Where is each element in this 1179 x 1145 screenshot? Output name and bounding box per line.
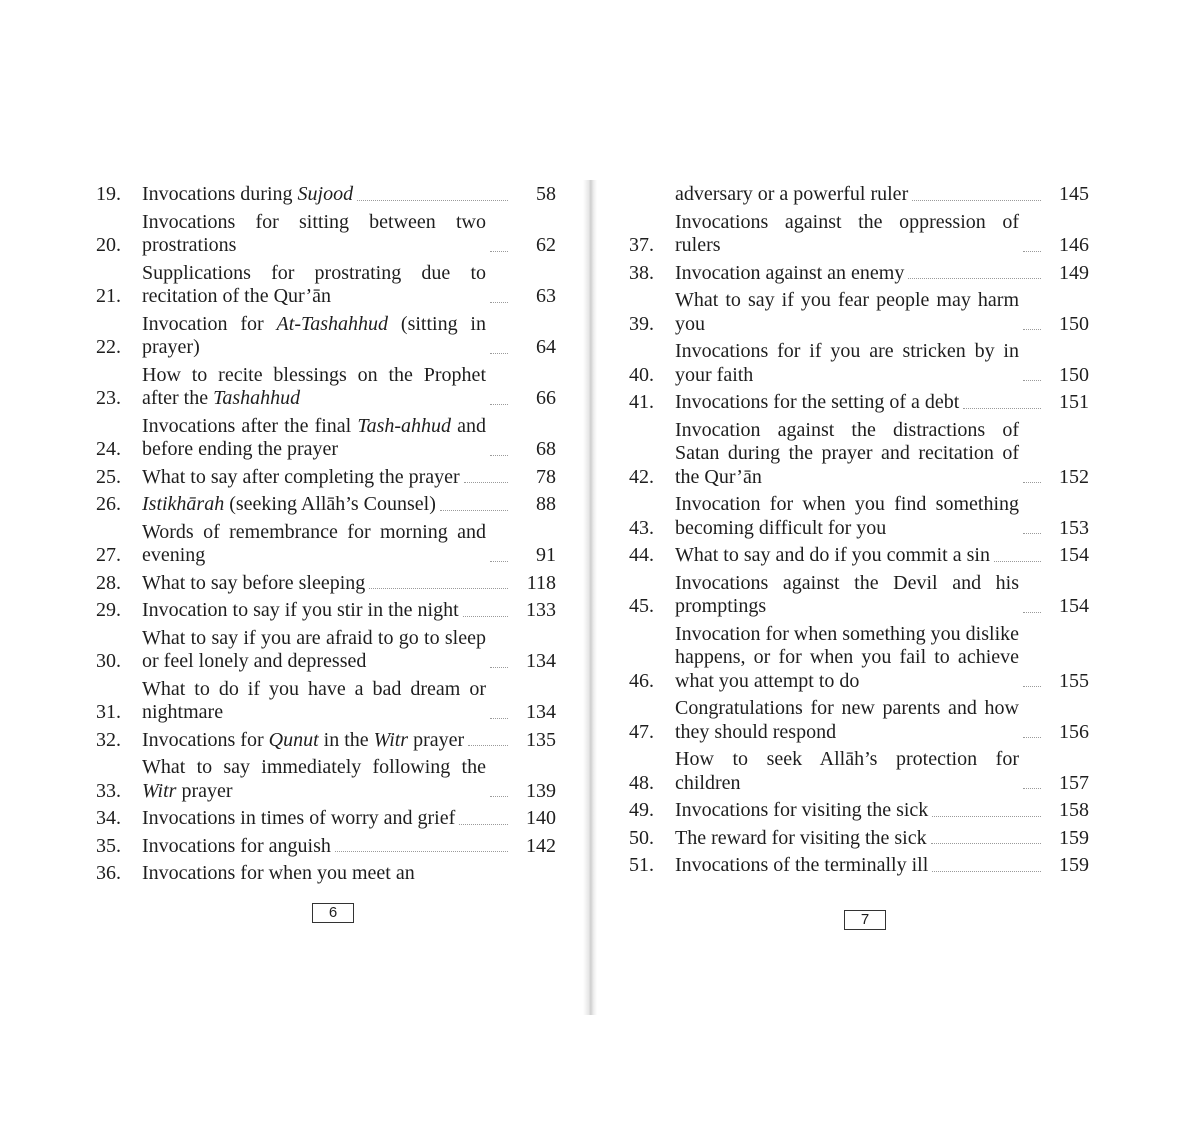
toc-entry-title: Invocation for At-Tashahhud (sitting in prayer) <box>142 312 486 358</box>
toc-entry-number: 35. <box>96 834 121 857</box>
toc-entry-page: 142 <box>526 834 556 857</box>
toc-entry-page: 68 <box>536 438 556 460</box>
toc-entry-title: What to say and do if you commit a sin <box>675 544 990 566</box>
toc-entry-page: 150 <box>1059 363 1089 386</box>
toc-entry <box>96 599 556 623</box>
toc-entry-number: 34. <box>96 807 121 829</box>
toc-entry <box>629 697 1089 744</box>
toc-entry-number: 29. <box>96 599 121 621</box>
toc-entry-page: 139 <box>526 779 556 802</box>
toc-entry-title: Invocations for visiting the sick <box>675 799 929 821</box>
toc-entry <box>629 623 1089 694</box>
toc-entry-page: 64 <box>536 336 556 358</box>
toc-entry-number: 24. <box>96 438 121 460</box>
toc-entry-page: 63 <box>536 285 556 307</box>
toc-entry-title: Invocations during Sujood <box>142 183 354 205</box>
toc-entry <box>629 827 1089 851</box>
leader-dots <box>490 404 508 405</box>
leader-dots <box>490 561 508 562</box>
leader-dots <box>490 455 508 456</box>
toc-entry <box>96 627 556 674</box>
toc-entry-title: How to seek Allāh’s protection for children <box>675 748 1019 794</box>
toc-entry <box>96 211 556 258</box>
toc-entry-title: What to do if you have a bad dream or nightmare <box>142 677 486 723</box>
toc-entry-title: Invocations after the final Tash-ahhud and before ending the prayer <box>142 414 486 460</box>
toc-entry-title: adversary or a powerful ruler <box>675 183 909 205</box>
toc-entry-number: 19. <box>96 183 121 205</box>
left-page-number: 6 <box>312 903 354 923</box>
leader-dots <box>932 816 1041 817</box>
leader-dots <box>1023 251 1041 252</box>
leader-dots <box>994 561 1041 562</box>
right-page-entries <box>629 211 1089 878</box>
toc-entry-page: 146 <box>1059 234 1089 256</box>
toc-entry-number: 20. <box>96 234 121 256</box>
toc-entry-title: Supplications for prostrating due to recitation of the Qur’ān <box>142 261 486 307</box>
toc-entry-number: 33. <box>96 779 121 802</box>
leader-dots <box>1023 380 1041 381</box>
toc-entry-number: 38. <box>629 261 654 284</box>
toc-entry-title: Invocations in times of worry and grief <box>142 807 456 829</box>
leader-dots <box>931 843 1041 844</box>
toc-entry-number: 23. <box>96 387 121 409</box>
toc-entry-page: 156 <box>1059 720 1089 743</box>
toc-entry <box>629 211 1089 258</box>
toc-entry-title: What to say after completing the prayer <box>142 465 460 488</box>
toc-entry-page: 149 <box>1059 261 1089 284</box>
toc-entry-page: 150 <box>1059 312 1089 335</box>
toc-entry <box>96 572 556 596</box>
toc-entry <box>629 493 1089 540</box>
toc-entry-title: Invocation to say if you stir in the night <box>142 599 459 621</box>
toc-entry-title: Invocation against an enemy <box>675 261 905 284</box>
toc-entry-page: 154 <box>1059 595 1089 617</box>
toc-entry-title: Invocation against the distractions of Satan during the prayer and recitation of the Qur’ān <box>675 418 1019 488</box>
toc-entry <box>96 521 556 568</box>
leader-dots <box>1023 482 1041 483</box>
leader-dots <box>1023 686 1041 687</box>
toc-entry-page: 151 <box>1059 391 1089 413</box>
toc-entry-number: 37. <box>629 234 654 256</box>
toc-entry-number: 41. <box>629 391 654 413</box>
toc-entry <box>96 807 556 831</box>
leader-dots <box>490 353 508 354</box>
toc-entry-title: Invocation for when you find something becoming difficult for you <box>675 493 1019 539</box>
toc-entry-number: 31. <box>96 701 121 723</box>
toc-entry-title: Invocations for sitting between two prostrations <box>142 210 486 256</box>
toc-entry-number: 51. <box>629 854 654 876</box>
toc-entry-number: 22. <box>96 336 121 358</box>
toc-entry <box>629 799 1089 823</box>
toc-entry-page: 66 <box>536 387 556 409</box>
toc-entry-continuation <box>629 183 1089 207</box>
toc-entry <box>96 862 556 886</box>
leader-dots <box>932 871 1041 872</box>
toc-entry <box>96 493 556 517</box>
toc-entry <box>629 391 1089 415</box>
leader-dots <box>463 616 508 617</box>
toc-entry-page: 159 <box>1059 854 1089 876</box>
leader-dots <box>1023 329 1041 330</box>
leader-dots <box>335 851 508 852</box>
toc-entry-number: 25. <box>96 465 121 488</box>
toc-entry <box>629 340 1089 387</box>
leader-dots <box>490 667 508 668</box>
toc-entry <box>96 729 556 753</box>
toc-entry-title: Invocations against the oppression of rulers <box>675 210 1019 256</box>
leader-dots <box>357 200 508 201</box>
toc-entry-page: 159 <box>1059 826 1089 849</box>
toc-entry-page: 140 <box>526 807 556 829</box>
toc-entry <box>96 415 556 462</box>
book-gutter <box>583 180 597 1015</box>
toc-entry-page: 157 <box>1059 771 1089 794</box>
toc-entry-title: Invocations for when you meet an <box>142 862 415 884</box>
toc-entry <box>629 262 1089 286</box>
toc-entry <box>629 572 1089 619</box>
toc-entry-page: 153 <box>1059 516 1089 539</box>
toc-entry-number: 28. <box>96 571 121 594</box>
toc-entry-page: 135 <box>526 728 556 751</box>
leader-dots <box>490 302 508 303</box>
toc-entry-page: 78 <box>536 465 556 488</box>
toc-entry <box>96 262 556 309</box>
leader-dots <box>490 796 508 797</box>
toc-entry-title: What to say if you are afraid to go to sleep or feel lonely and depressed <box>142 626 486 672</box>
toc-entry-page: 152 <box>1059 465 1089 488</box>
toc-entry <box>96 183 556 207</box>
toc-entry-number: 50. <box>629 826 654 849</box>
toc-entry-title: Invocation for when something you dislike happens, or for when you fail to achieve what you attempt to do <box>675 622 1019 692</box>
leader-dots <box>490 251 508 252</box>
toc-entry-title: How to recite blessings on the Prophet after the Tashahhud <box>142 363 486 409</box>
toc-entry <box>96 466 556 490</box>
toc-entry-number: 39. <box>629 312 654 335</box>
toc-entry-number: 46. <box>629 669 654 692</box>
leader-dots <box>1023 737 1041 738</box>
toc-entry-number: 36. <box>96 862 121 884</box>
toc-entry-number: 32. <box>96 728 121 751</box>
leader-dots <box>459 824 508 825</box>
right-page-contents <box>629 183 1089 882</box>
toc-entry <box>96 756 556 803</box>
toc-entry-page: 62 <box>536 234 556 256</box>
toc-entry-title: What to say immediately following the Witr prayer <box>142 756 486 802</box>
leader-dots <box>912 200 1041 201</box>
toc-entry-title: Istikhārah (seeking Allāh’s Counsel) <box>142 493 436 515</box>
toc-entry-page: 133 <box>526 599 556 621</box>
toc-entry-number: 30. <box>96 650 121 672</box>
toc-entry-page: 145 <box>1059 183 1089 205</box>
leader-dots <box>1023 788 1041 789</box>
toc-entry-number: 44. <box>629 544 654 566</box>
leader-dots <box>908 278 1041 279</box>
toc-entry-title: Invocations against the Devil and his promptings <box>675 571 1019 617</box>
toc-entry-page: 118 <box>526 571 556 594</box>
toc-entry <box>96 364 556 411</box>
right-page-number: 7 <box>844 910 886 930</box>
toc-entry-number: 21. <box>96 285 121 307</box>
leader-dots <box>369 588 508 589</box>
toc-entry <box>629 419 1089 490</box>
leader-dots <box>1023 533 1041 534</box>
toc-entry-title: The reward for visiting the sick <box>675 826 927 849</box>
toc-entry-number: 49. <box>629 799 654 821</box>
toc-entry-number: 43. <box>629 516 654 539</box>
toc-entry-title: Invocations for anguish <box>142 834 331 857</box>
toc-entry-number: 47. <box>629 720 654 743</box>
toc-entry <box>629 854 1089 878</box>
toc-entry-page: 154 <box>1059 544 1089 566</box>
toc-entry-page: 155 <box>1059 669 1089 692</box>
leader-dots <box>963 408 1041 409</box>
leader-dots <box>440 510 508 511</box>
leader-dots <box>468 745 508 746</box>
leader-dots <box>490 718 508 719</box>
toc-entry-page: 91 <box>536 544 556 566</box>
leader-dots <box>1023 612 1041 613</box>
toc-entry-page: 134 <box>526 650 556 672</box>
toc-entry-title: Invocations for Qunut in the Witr prayer <box>142 728 465 751</box>
toc-entry-number: 26. <box>96 493 121 515</box>
toc-entry <box>96 678 556 725</box>
toc-entry-title: Words of remembrance for morning and evening <box>142 520 486 566</box>
toc-entry-number: 45. <box>629 595 654 617</box>
toc-entry-title: What to say if you fear people may harm you <box>675 289 1019 335</box>
toc-entry-number: 42. <box>629 465 654 488</box>
toc-entry-number: 40. <box>629 363 654 386</box>
toc-entry-title: Invocations for the setting of a debt <box>675 391 960 413</box>
toc-entry-page: 134 <box>526 701 556 723</box>
toc-entry-title: Congratulations for new parents and how they should respond <box>675 697 1019 743</box>
toc-entry <box>96 835 556 859</box>
toc-entry-page: 88 <box>536 493 556 515</box>
toc-entry-page: 158 <box>1059 799 1089 821</box>
toc-entry <box>629 289 1089 336</box>
toc-entry-title: What to say before sleeping <box>142 571 366 594</box>
toc-entry <box>96 313 556 360</box>
toc-entry-number: 27. <box>96 544 121 566</box>
toc-entry-page: 58 <box>536 183 556 205</box>
leader-dots <box>464 482 508 483</box>
toc-entry-number: 48. <box>629 771 654 794</box>
left-page-contents <box>96 183 556 890</box>
toc-entry-title: Invocations for if you are stricken by in your faith <box>675 340 1019 386</box>
toc-entry <box>629 748 1089 795</box>
toc-entry <box>629 544 1089 568</box>
toc-entry-title: Invocations of the terminally ill <box>675 854 929 876</box>
